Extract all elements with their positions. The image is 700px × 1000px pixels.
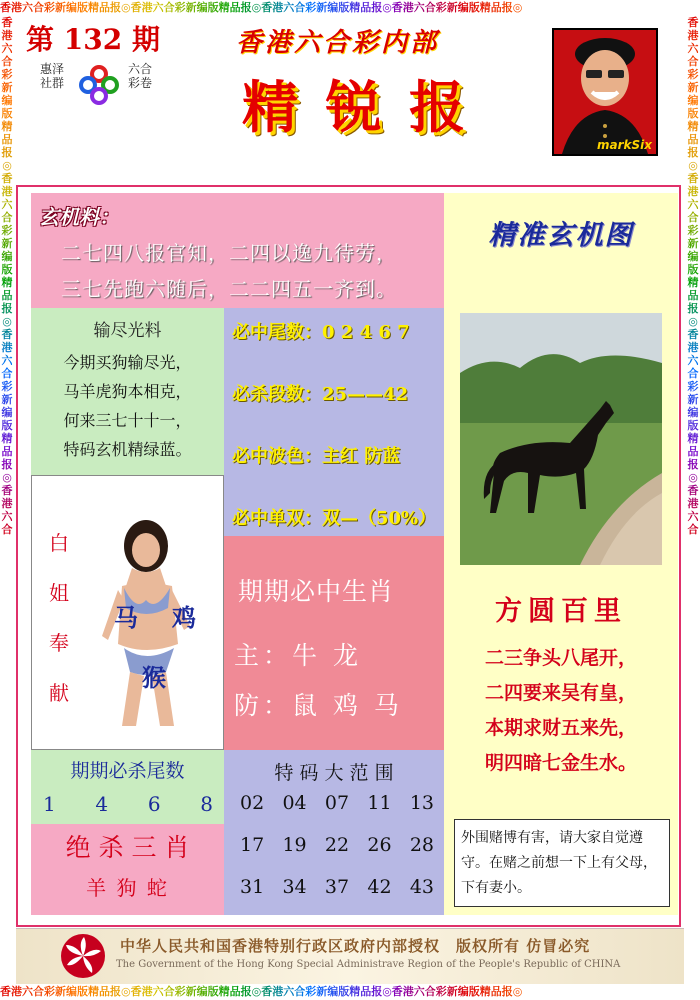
footer-en: The Government of the Hong Kong Special Administrave Region of the People's Republic of CHINA xyxy=(116,959,621,970)
zodiac-panel xyxy=(224,536,444,750)
footer xyxy=(16,928,684,984)
lady-panel xyxy=(31,475,224,750)
right-title: 精准玄机图 xyxy=(488,220,634,251)
kill-tail-number: 8 xyxy=(200,792,213,816)
host-portrait xyxy=(552,28,658,156)
range-row: 31 34 37 42 43 xyxy=(240,876,434,898)
poem-title: 方圆百里 xyxy=(495,596,627,627)
special-range-grid xyxy=(240,792,434,918)
kill-tail-number: 1 xyxy=(43,792,56,816)
footer-cn: 中华人民共和国香港特别行政区政府内部授权 版权所有 仿冒必究 xyxy=(120,937,591,955)
range-row: 02 04 07 11 13 xyxy=(240,792,434,814)
header xyxy=(14,16,686,186)
special-range-title: 特 码 大 范 围 xyxy=(274,762,394,784)
riddle-panel xyxy=(31,193,444,308)
lady-text-4: 献 xyxy=(49,681,69,705)
prediction-range: 必杀段数：25——42 xyxy=(232,384,409,405)
top-border-strip: 香港六合彩新编版精品报◎香港六合彩新编版精品报◎香港六合彩新编版精品报◎香港六合彩新编版精品报◎ xyxy=(0,0,700,16)
kill-three-title: 绝 杀 三 肖 xyxy=(65,833,190,862)
left-border-strip: 香港六合彩新编版精品报◎香港六合彩新编版精品报◎香港六合彩新编版精品报◎香港六合 xyxy=(0,16,14,984)
zodiac-title: 期期必中生肖 xyxy=(238,577,395,606)
gambling-warning: 外围赌博有害，请大家自觉遵守。在赌之前想一下上有父母，下有妻小。 xyxy=(454,819,670,907)
riddle-line-2: 三七先跑六随后，二二四五一齐到。 xyxy=(61,277,397,301)
loss-panel xyxy=(31,308,224,475)
lady-text-2: 姐 xyxy=(49,581,69,605)
prediction-parity: 必中单双：双—（50%） xyxy=(232,508,437,529)
lady-text-3: 奉 xyxy=(49,631,69,655)
poem-line-1: 二三争头八尾开， xyxy=(484,647,637,669)
header-subtitle: 香港六合彩内部 xyxy=(236,28,440,58)
riddle-line-1: 二七四八报官知，二四以逸九待劳， xyxy=(61,241,397,265)
logo-rings-icon xyxy=(78,64,120,106)
right-column xyxy=(444,193,678,915)
lady-text-1: 白 xyxy=(49,531,69,555)
poem-line-4: 明四暗七金生水。 xyxy=(484,752,637,774)
range-row: 17 19 22 26 28 xyxy=(240,834,434,856)
lady-zodiac-1: 马 xyxy=(114,603,138,632)
header-title: 精 锐 报 xyxy=(242,75,469,141)
kill-three-animals: 羊 狗 蛇 xyxy=(86,876,169,900)
loss-line-1: 今期买狗输尽光， xyxy=(63,353,192,372)
kill-tail-number: 6 xyxy=(147,792,161,816)
lottery-logo: 惠 泽 社 群 六 合 彩 卷 xyxy=(40,60,156,124)
bauhinia-emblem-icon xyxy=(60,933,106,979)
poem-line-3: 本期求财五来先， xyxy=(484,717,637,739)
kill-tail-number: 4 xyxy=(95,792,109,816)
loss-title: 输尽光料 xyxy=(93,321,162,341)
loss-line-4: 特码玄机精绿蓝。 xyxy=(63,440,192,459)
zodiac-guard: 防：鼠 鸡 马 xyxy=(234,691,403,720)
special-range-panel xyxy=(224,750,444,915)
issue-number: 第 132 期 xyxy=(26,23,160,56)
predictions-panel xyxy=(224,308,444,536)
bottom-border-strip: 香港六合彩新编版精品报◎香港六合彩新编版精品报◎香港六合彩新编版精品报◎香港六合彩新编版精品报◎ xyxy=(0,984,700,1000)
poem-line-2: 二四要来吴有皇， xyxy=(484,682,637,704)
zodiac-main: 主：牛 龙 xyxy=(234,641,362,670)
right-border-strip: 香港六合彩新编版精品报◎香港六合彩新编版精品报◎香港六合彩新编版精品报◎香港六合 xyxy=(686,16,700,984)
loss-line-2: 马羊虎狗本相克， xyxy=(63,382,192,401)
lady-zodiac-3: 猴 xyxy=(142,663,166,692)
kill-tail-title: 期期必杀尾数 xyxy=(70,760,185,782)
horse-photo xyxy=(460,313,662,565)
loss-line-3: 何来三七十十一， xyxy=(63,411,192,430)
riddle-heading: 玄机料： xyxy=(39,205,119,229)
lady-zodiac-2: 鸡 xyxy=(172,603,196,632)
marksix-brand: markSix xyxy=(597,138,652,152)
kill-three-panel xyxy=(31,824,224,915)
prediction-wave: 必中波色：主红 防蓝 xyxy=(232,446,401,467)
prediction-tail: 必中尾数：0 2 4 6 7 xyxy=(232,322,410,343)
kill-tail-panel xyxy=(31,750,224,824)
